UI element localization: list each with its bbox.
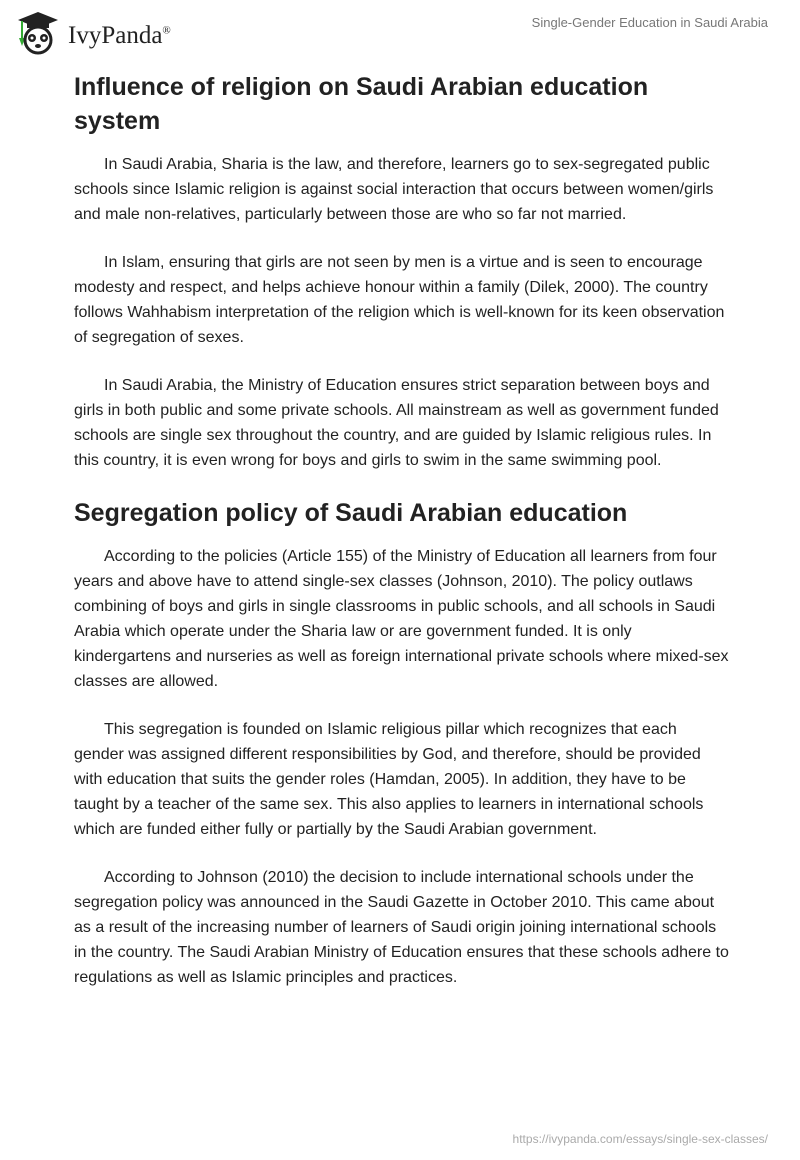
logo-text: IvyPanda: [68, 22, 163, 49]
registered-mark: ®: [162, 24, 171, 37]
essay-content: [74, 70, 730, 1013]
source-url[interactable]: https://ivypanda.com/essays/single-sex-classes/: [512, 1132, 768, 1146]
paragraph: In Saudi Arabia, Sharia is the law, and therefore, learners go to sex-segregated public schools since Islamic religion is against social interaction that occurs between women/girls and male non-relatives, particularly between those are who so far not married.: [74, 156, 714, 223]
paragraph: In Islam, ensuring that girls are not seen by men is a virtue and is seen to encourage modesty and respect, and helps achieve honour within a family (Dilek, 2000). The country follows Wahhabism interpretation of the religion which is well-known for its keen observation of segregation of sexes.: [74, 254, 725, 346]
paragraph: According to Johnson (2010) the decision to include international schools under the segregation policy was announced in the Saudi Gazette in October 2010. This came about as a result of the increasing number of learners of Saudi origin joining international schools in the country. The Saudi Arabian Ministry of Education ensures that these schools adhere to regulations as well as Islamic principles and practices.: [74, 869, 729, 986]
ivypanda-logo[interactable]: [14, 8, 171, 56]
paragraph: This segregation is founded on Islamic religious pillar which recognizes that each gender was assigned different responsibilities by God, and therefore, should be provided with education that suits the gender roles (Hamdan, 2005). In addition, they have to be taught by a teacher of the same sex. This also applies to learners in international schools which are funded either fully or partially by the Saudi Arabian government.: [74, 721, 704, 838]
panda-graduate-icon: [14, 8, 62, 56]
paragraph: According to the policies (Article 155) of the Ministry of Education all learners from four years and above have to attend single-sex classes (Johnson, 2010). The policy outlaws combining of boys and girls in single classrooms in public schools, and all schools in Saudi Arabia which operate under the Sharia law or are government funded. It is only kindergartens and nurseries as well as foreign international private schools where mixed-sex classes are allowed.: [74, 548, 729, 690]
section-heading: Influence of religion on Saudi Arabian education system: [74, 73, 649, 135]
document-title: Single-Gender Education in Saudi Arabia: [531, 15, 768, 30]
paragraph: In Saudi Arabia, the Ministry of Education ensures strict separation between boys and girls in both public and some private schools. All mainstream as well as government funded schools are single sex throughout the country, and are guided by Islamic religious rules. In this country, it is even wrong for boys and girls to swim in the same swimming pool.: [74, 377, 719, 469]
section-heading: Segregation policy of Saudi Arabian education: [74, 499, 628, 527]
